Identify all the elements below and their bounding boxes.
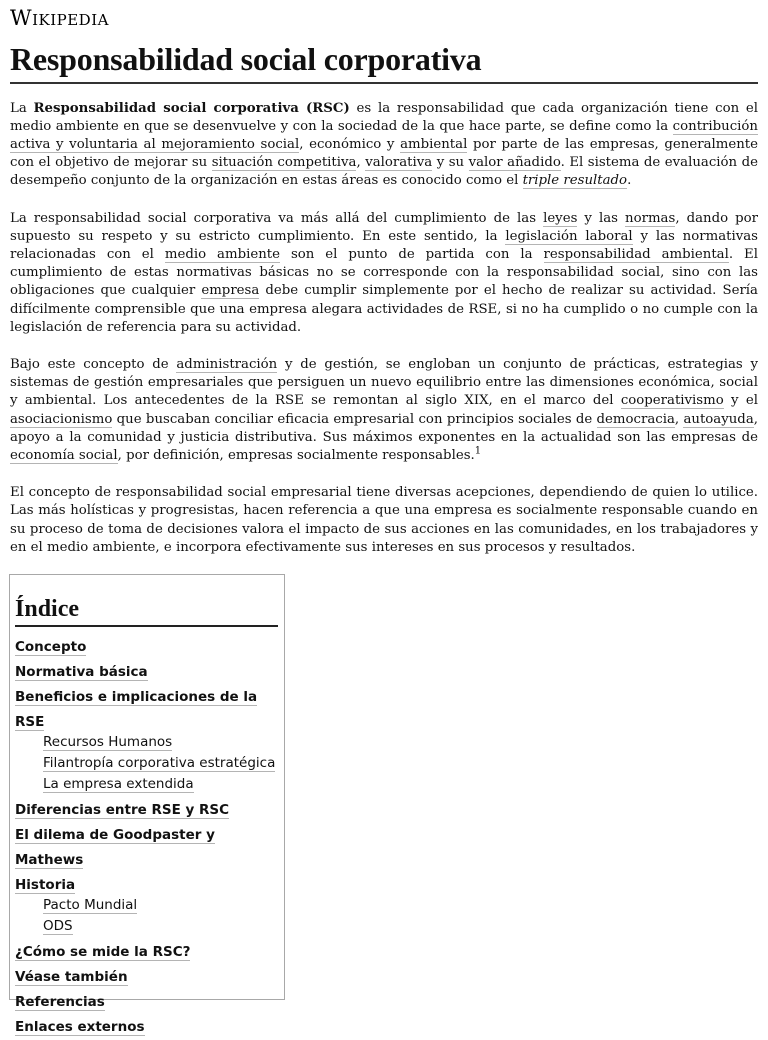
toc-link[interactable]: Referencias — [15, 994, 105, 1011]
text: , por definición, empresas socialmente responsables. — [117, 448, 475, 464]
text: son el punto de partida con la — [280, 247, 544, 263]
toc-item-como-se-mide — [15, 940, 278, 965]
paragraph-4: El concepto de responsabilidad social empresarial tiene diversas acepciones, dependiendo de quien lo utilice. Las más holísticas y progresistas, hacen referencia a que una empresa es socialmente responsable cuando en su proceso de toma de decisiones valora el impacto de sus acciones en las comunidades, en los trabajadores y en el medio ambiente, e incorpora efectivamente sus intereses en sus procesos y resultados. — [10, 485, 758, 555]
text: y las — [577, 210, 626, 226]
link-economia-social[interactable]: economía social — [10, 448, 118, 464]
text: y el — [723, 393, 758, 409]
page — [10, 8, 758, 576]
text: La — [10, 100, 34, 116]
text: y de gestión, se engloban un conjunto de prácticas, estrategias y sistemas de gestión empresariales que persiguen un nuevo equilibrio entre las dimensiones económica, social y ambiental. Los antecedentes de la RSE se remontan al siglo XIX, en el marco del — [10, 357, 758, 409]
toc-link[interactable]: Pacto Mundial — [43, 897, 138, 914]
text: La responsabilidad social corporativa va más allá del cumplimiento de las — [10, 210, 544, 226]
article-term: Responsabilidad social corporativa (RSC) — [33, 100, 350, 116]
link-ambiental[interactable]: ambiental — [400, 137, 468, 152]
text: , — [356, 155, 366, 171]
text: . — [627, 173, 632, 189]
link-asociacionismo[interactable]: asociacionismo — [10, 411, 113, 427]
link-autoayuda[interactable]: autoayuda — [683, 411, 754, 427]
toc-link[interactable]: ¿Cómo se mide la RSC? — [15, 944, 191, 961]
link-triple-resultado[interactable]: triple resultado — [522, 173, 628, 189]
toc-item-normativa-basica — [15, 660, 278, 685]
link-administracion[interactable]: administración — [176, 357, 278, 373]
toc-link[interactable]: Beneficios e implicaciones de la RSE — [15, 689, 258, 731]
link-cooperativismo[interactable]: cooperativismo — [620, 393, 724, 409]
toc-link[interactable]: Normativa básica — [15, 664, 148, 681]
text: Bajo este concepto de — [10, 357, 177, 373]
toc-item-enlaces-externos — [15, 1015, 278, 1040]
toc-link[interactable]: El dilema de Goodpaster y Mathews — [15, 827, 215, 869]
link-responsabilidad-ambiental[interactable]: responsabilidad ambiental — [543, 247, 729, 263]
toc-item-vease-tambien — [15, 965, 278, 990]
text: y las normativas relacionadas con el — [10, 228, 758, 263]
link-normas[interactable]: normas — [625, 210, 676, 226]
toc-item-dilema — [15, 823, 278, 873]
text: , dando por supuesto su respeto y su estricto cumplimiento. En este sentido, la — [10, 210, 759, 244]
toc-link[interactable]: Filantropía corporativa estratégica — [43, 755, 276, 772]
link-situacion-competitiva[interactable]: situación competitiva — [211, 155, 357, 171]
toc-link[interactable]: Historia — [15, 877, 76, 894]
paragraph-3 — [10, 356, 758, 465]
link-legislacion-laboral[interactable]: legislación laboral — [505, 228, 633, 244]
toc-subitem-filantropia — [15, 753, 278, 774]
paragraph-2 — [10, 210, 758, 337]
reference-link[interactable]: 1 — [474, 445, 482, 457]
paragraph-1 — [10, 100, 758, 191]
text: que buscaban conciliar eficacia empresarial con principios sociales de — [112, 411, 597, 427]
toc-item-diferencias — [15, 798, 278, 823]
text: , económico y — [299, 137, 401, 152]
toc-subitem-recursos-humanos — [15, 732, 278, 753]
article-body — [10, 100, 758, 557]
text: por parte de las empresas, generalmente con el objetivo de mejorar su — [10, 137, 759, 171]
text: debe cumplir simplemente por el hecho de realizar su actividad. Sería difícilmente comprensible que una empresa alegara actividades de RSE, si no ha cumplido o no cumple con la legislación de referencia para su actividad. — [10, 283, 758, 335]
text: . El sistema de evaluación de desempeño conjunto de la organización en estas áreas es conocido como el — [10, 155, 758, 189]
toc-list — [15, 635, 278, 1040]
table-of-contents — [9, 574, 285, 1036]
toc-link[interactable]: Concepto — [15, 639, 87, 656]
toc-subitem-ods — [15, 916, 278, 937]
toc-item-concepto — [15, 635, 278, 660]
toc-subitem-empresa-extendida — [15, 774, 278, 795]
toc-link[interactable]: Recursos Humanos — [43, 734, 173, 751]
link-medio-ambiente[interactable]: medio ambiente — [164, 247, 281, 263]
toc-link[interactable]: Enlaces externos — [15, 1019, 145, 1036]
text: y su — [432, 155, 469, 171]
link-empresa[interactable]: empresa — [201, 283, 260, 299]
toc-link[interactable]: Véase también — [15, 969, 128, 986]
link-leyes[interactable]: leyes — [543, 210, 578, 226]
link-valor-anadido[interactable]: valor añadido — [468, 155, 561, 171]
toc-item-referencias — [15, 990, 278, 1015]
toc-subitem-pacto-mundial — [15, 895, 278, 916]
text: , apoyo a la comunidad y justicia distributiva. Sus máximos exponentes en la actualidad son las empresas de — [10, 411, 758, 445]
link-valorativa[interactable]: valorativa — [365, 155, 433, 171]
link-contribucion[interactable]: contribución activa y voluntaria al mejoramiento social — [10, 118, 758, 152]
toc-link[interactable]: La empresa extendida — [43, 776, 194, 793]
link-democracia[interactable]: democracia — [596, 411, 675, 427]
text: , — [674, 411, 684, 427]
page-title: Responsabilidad social corporativa — [10, 43, 758, 84]
toc-item-beneficios — [15, 685, 278, 735]
toc-link[interactable]: Diferencias entre RSE y RSC — [15, 802, 230, 819]
toc-title: Índice — [15, 597, 278, 627]
toc-link[interactable]: ODS — [43, 918, 73, 935]
text: . El cumplimiento de estas normativas básicas no se corresponde con la responsabilidad social, sino con las obligaciones que cualquier — [10, 247, 758, 299]
wikipedia-logo[interactable]: Wikipedia — [10, 6, 109, 30]
text: es la responsabilidad que cada organización tiene con el medio ambiente en que se desenvuelve y con la sociedad de la que hace parte, se define como la — [10, 100, 759, 134]
